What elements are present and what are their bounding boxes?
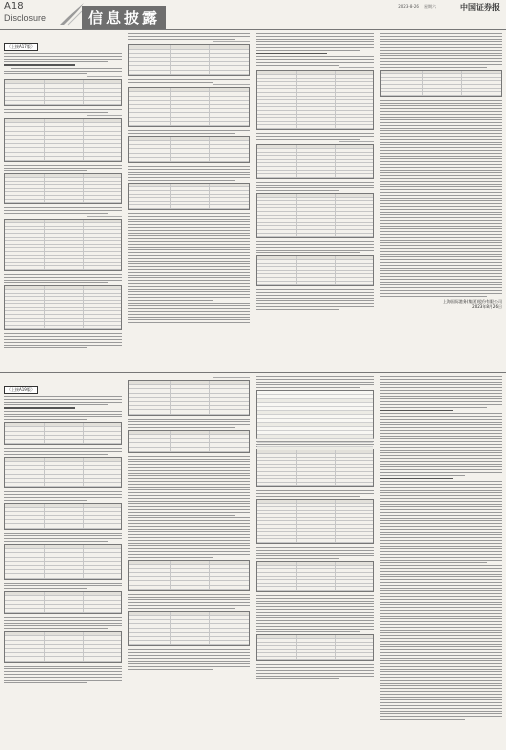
section-name-en: Disclosure bbox=[4, 13, 47, 23]
section-divider bbox=[0, 372, 506, 373]
header-rule bbox=[0, 29, 506, 30]
data-table bbox=[256, 499, 374, 544]
data-table bbox=[4, 173, 122, 204]
signature-date: 2023年8月26日 bbox=[472, 303, 502, 309]
upper-column-4 bbox=[380, 33, 502, 369]
header-meta bbox=[398, 4, 436, 10]
data-table bbox=[4, 422, 122, 445]
signature-block bbox=[380, 299, 502, 309]
data-table bbox=[128, 87, 250, 127]
section-title-cn: 信息披露 bbox=[82, 6, 166, 30]
data-table bbox=[128, 44, 250, 75]
page-header bbox=[0, 0, 506, 30]
upper-column-3 bbox=[256, 33, 374, 369]
data-table bbox=[4, 118, 122, 162]
lower-column-3 bbox=[256, 376, 374, 748]
page-number: A18 bbox=[4, 1, 24, 12]
continuation-tag: （上接A17版） bbox=[4, 43, 38, 51]
data-table bbox=[128, 183, 250, 210]
data-table bbox=[4, 285, 122, 330]
lower-column-2 bbox=[128, 376, 250, 748]
wide-data-table bbox=[256, 390, 374, 438]
data-table bbox=[128, 380, 250, 416]
data-table bbox=[4, 79, 122, 106]
data-table bbox=[256, 144, 374, 178]
data-table bbox=[4, 544, 122, 580]
data-table bbox=[256, 449, 374, 487]
data-table bbox=[256, 193, 374, 238]
data-table bbox=[4, 591, 122, 614]
data-table bbox=[256, 255, 374, 286]
lower-column-1 bbox=[4, 376, 122, 748]
upper-column-2 bbox=[128, 33, 250, 369]
data-table bbox=[380, 70, 502, 97]
editor-line: 星期六 bbox=[424, 4, 436, 9]
continuation-tag-lower: （上接A19版） bbox=[4, 386, 38, 394]
data-table bbox=[128, 136, 250, 163]
signature-company: 上海国际港务(集团)股份有限公司 bbox=[442, 298, 502, 304]
data-table bbox=[4, 219, 122, 271]
data-table bbox=[4, 457, 122, 488]
data-table bbox=[256, 634, 374, 661]
data-table bbox=[256, 561, 374, 592]
data-table bbox=[4, 631, 122, 662]
data-table bbox=[256, 70, 374, 130]
data-table bbox=[128, 611, 250, 647]
data-table bbox=[4, 503, 122, 530]
newspaper-name: 中国证券报 bbox=[460, 2, 500, 12]
lower-column-4 bbox=[380, 376, 502, 748]
date-line: 2023-8-26 bbox=[398, 4, 419, 9]
upper-column-1 bbox=[4, 33, 122, 369]
data-table bbox=[128, 430, 250, 453]
data-table bbox=[128, 560, 250, 591]
